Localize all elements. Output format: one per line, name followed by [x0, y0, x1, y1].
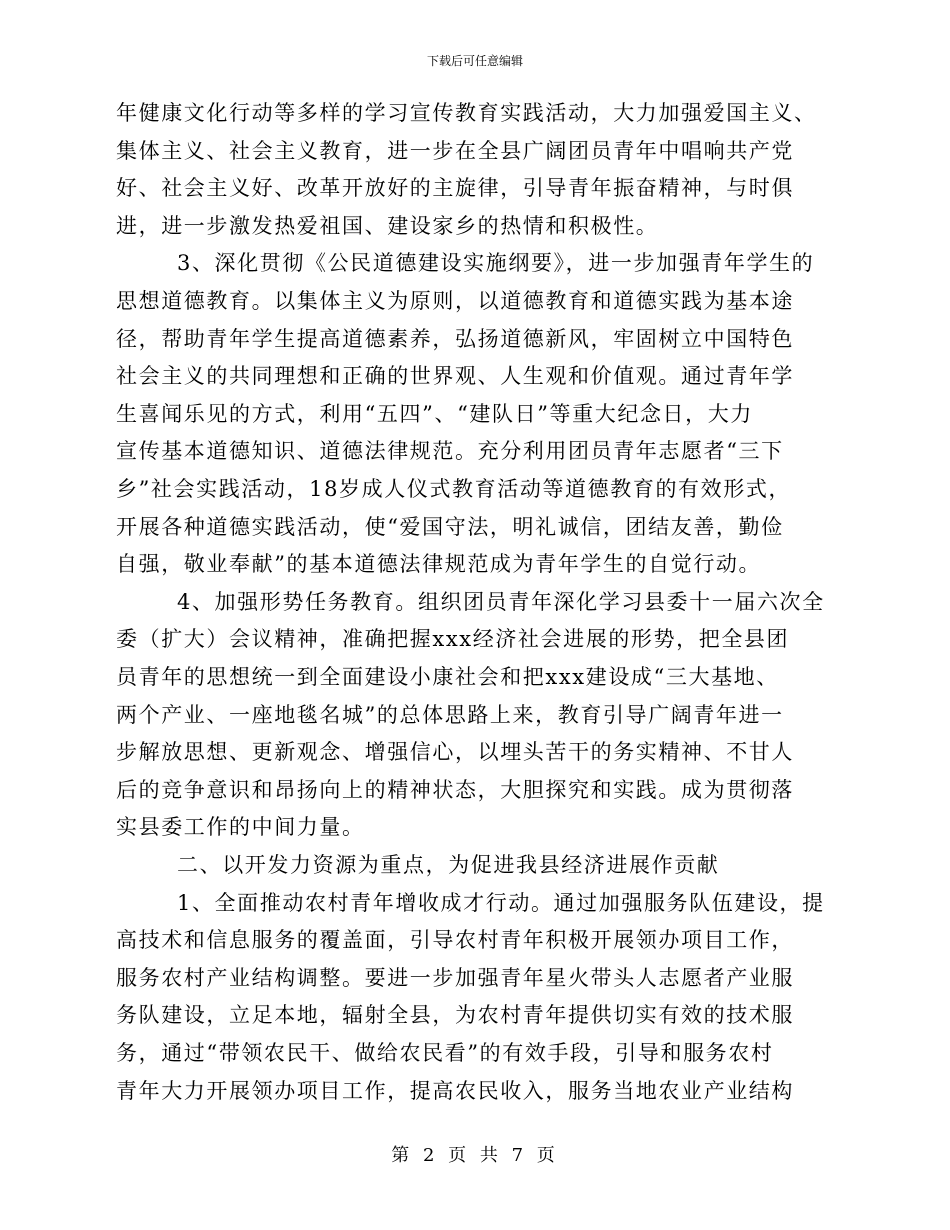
- body-line: 步解放思想、更新观念、增强信心，以埋头苦干的务实精神、不甘人: [116, 740, 794, 765]
- body-line: 社会主义的共同理想和正确的世界观、人生观和价值观。通过青年学: [116, 364, 794, 389]
- body-line: 务队建设，立足本地，辐射全县，为农村青年提供切实有效的技术服: [116, 1003, 794, 1028]
- body-line: 两个产业、一座地毯名城”的总体思路上来，教育引导广阔青年进一: [116, 702, 784, 727]
- body-line: 后的竞争意识和昂扬向上的精神状态，大胆探究和实践。成为贯彻落: [116, 777, 794, 802]
- body-line: 实县委工作的中间力量。: [116, 815, 365, 840]
- body-line: 高技术和信息服务的覆盖面，引导农村青年积极开展领办项目工作，: [116, 928, 794, 953]
- body-line: 生喜闻乐见的方式，利用“五四”、“建队日”等重大纪念日，大力: [116, 401, 753, 426]
- body-line: 乡”社会实践活动，18岁成人仪式教育活动等道德教育的有效形式，: [116, 477, 792, 501]
- body-line: 务，通过“带领农民干、做给农民看”的有效手段，引导和服务农村: [116, 1041, 774, 1065]
- body-line: 4、加强形势任务教育。组织团员青年深化学习县委十一届六次全: [177, 589, 825, 614]
- body-line: 宣传基本道德知识、道德法律规范。充分利用团员青年志愿者“三下: [116, 439, 784, 464]
- body-line: 径，帮助青年学生提高道德素养，弘扬道德新风，牢固树立中国特色: [116, 326, 794, 351]
- header-note: 下载后可任意编辑: [426, 54, 523, 68]
- body-line: 进，进一步激发热爱祖国、建设家乡的热情和积极性。: [116, 213, 659, 238]
- body-line: 3、深化贯彻《公民道德建设实施纲要》，进一步加强青年学生的: [177, 251, 815, 276]
- body-line: 开展各种道德实践活动，使“爱国守法，明礼诚信，团结友善，勤俭: [116, 514, 784, 539]
- body-line: 思想道德教育。以集体主义为原则，以道德教育和道德实践为基本途: [116, 289, 794, 313]
- body-line: 1、全面推动农村青年增收成才行动。通过加强服务队伍建设，提: [177, 890, 825, 915]
- body-line: 自强，敬业奉献”的基本道德法律规范成为青年学生的自觉行动。: [116, 552, 762, 577]
- body-line: 青年大力开展领办项目工作，提高农民收入，服务当地农业产业结构: [116, 1078, 794, 1103]
- section-heading: 二、以开发力资源为重点，为促进我县经济进展作贡献: [177, 853, 720, 877]
- page-number-footer: 第 2 页 共 7 页: [391, 1145, 559, 1166]
- body-line: 好、社会主义好、改革开放好的主旋律，引导青年振奋精神，与时俱: [116, 176, 794, 201]
- body-line: 服务农村产业结构调整。要进一步加强青年星火带头人志愿者产业服: [116, 965, 794, 990]
- body-line: 员青年的思想统一到全面建设小康社会和把xxx建设成“三大基地、: [116, 665, 779, 689]
- body-line: 委（扩大）会议精神，准确把握xxx经济社会进展的形势，把全县团: [116, 627, 790, 652]
- body-line: 集体主义、社会主义教育，进一步在全县广阔团员青年中唱响共产党: [116, 138, 794, 163]
- body-line: 年健康文化行动等多样的学习宣传教育实践活动，大力加强爱国主义、: [116, 101, 817, 125]
